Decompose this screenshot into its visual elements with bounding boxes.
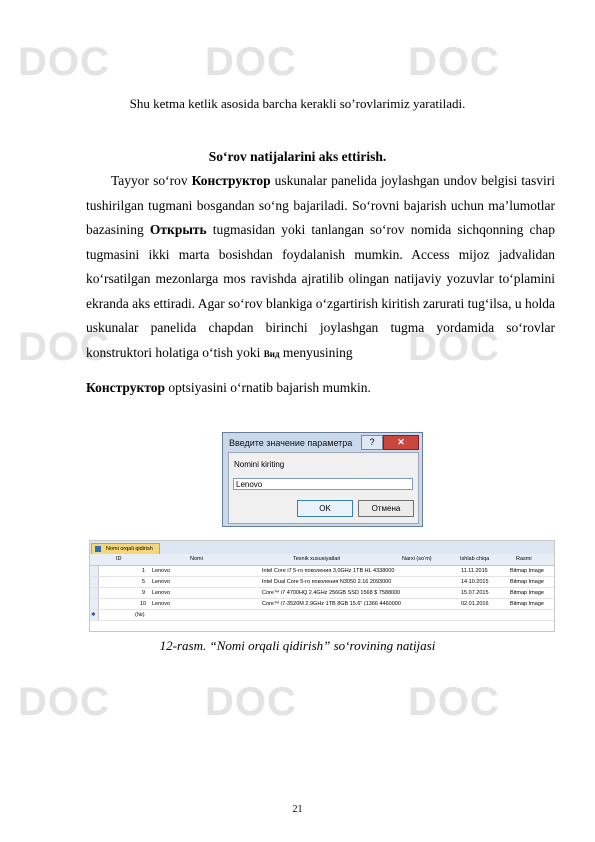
cell-specs: Core™ i7-3520M 2.9GHz 1TB 8GB 15.6" (1366 4460000 <box>262 601 401 607</box>
cell-image: Bitmap Image <box>510 601 544 607</box>
cell-id: 1 <box>142 568 146 574</box>
cell-specs: Intel Dual Core 5-го поколения N3050 2.16 2093000 <box>262 579 392 585</box>
cell-name: Lenovo <box>152 579 171 585</box>
ok-button[interactable]: OK <box>297 500 353 517</box>
tail-line <box>86 380 371 396</box>
tab-bar <box>90 541 554 554</box>
tab-label: Nomi orqali qidirish <box>106 546 153 552</box>
row-selector[interactable] <box>90 577 99 587</box>
cell-specs: Core™ i7 4700HQ 2.4GHz 256GB SSD 1568 $ 7588000 <box>262 590 401 596</box>
column-header[interactable]: Nomi <box>190 556 203 562</box>
parameter-input[interactable]: Lenovo <box>233 478 413 490</box>
parameter-dialog <box>222 432 423 527</box>
text-run: uskunalar panelida joylashgan undov belgisi tasviri tushirilgan tugmani bosgandan so‘ng bajariladi. So‘rovni bajarish uchun ma’lumotlar bazasining <box>86 173 555 237</box>
body-paragraph <box>86 169 555 366</box>
section-heading: So‘rov natijalarini aks ettirish. <box>208 149 387 164</box>
cell-id: (№) <box>135 612 145 618</box>
text-run: menyusining <box>279 344 353 360</box>
bold-term: Конструктор <box>86 380 166 395</box>
watermark: DOC <box>205 40 297 84</box>
page-number: 21 <box>292 804 303 815</box>
help-icon[interactable]: ? <box>361 435 383 450</box>
watermark: DOC <box>205 680 297 724</box>
table-row[interactable] <box>90 588 554 599</box>
dialog-body <box>228 452 419 524</box>
figure-caption: 12-rasm. “Nomi orqali qidirish” so‘rovining natijasi <box>159 638 436 653</box>
watermark: DOC <box>408 680 500 724</box>
table-header <box>90 554 554 566</box>
table-row[interactable] <box>90 566 554 577</box>
cell-name: Lenovo <box>152 568 171 574</box>
dialog-prompt: Nomini kiriting <box>234 460 285 469</box>
text-run: tugmasidan yoki tanlangan so‘rov nomida sichqonning chap tugmasini ikki marta bosishdan foydalanish mumkin. Access mijoz jadvalidan ko‘rsatilgan mezonlarga mos ravishda ajratilib olingan natijaviy yozuvlar to‘plamini ekranda aks ettiradi. Agar so‘rov blankiga o‘zgartirish kiritish zarurati tug‘ilsa, u holda uskunalar panelida chapdan birinchi joylashgan tugma yordamida so‘rovlar konstruktori holatiga o‘tish yoki <box>86 222 556 360</box>
dialog-title: Введите значение параметра <box>229 438 353 448</box>
row-selector[interactable] <box>90 588 99 598</box>
column-header[interactable]: Texnik xususiyatlari <box>293 556 341 562</box>
watermark: DOC <box>408 325 500 369</box>
cell-specs: Intel Core i7 5-го поколения 3,0GHz 1TB HL 4338000 <box>262 568 395 574</box>
cell-date: 14.10.2015 <box>461 579 489 585</box>
column-header[interactable]: ID <box>116 556 122 562</box>
cell-date: 11.11.2015 <box>461 568 488 574</box>
intro-line: Shu ketma ketlik asosida barcha kerakli so’rovlarimiz yaratiladi. <box>129 96 466 111</box>
cell-id: 10 <box>140 601 147 607</box>
new-record-icon: ✱ <box>91 612 96 618</box>
row-selector[interactable] <box>90 566 99 576</box>
cell-id: 5 <box>142 579 146 585</box>
query-icon <box>95 546 101 552</box>
query-result-table <box>89 540 555 632</box>
row-selector[interactable] <box>90 599 99 609</box>
text-run: optsiyasini o‘rnatib bajarish mumkin. <box>165 380 371 395</box>
cell-name: Lenovo <box>152 590 171 596</box>
cell-image: Bitmap Image <box>510 590 544 596</box>
new-record-row[interactable] <box>90 610 554 621</box>
bold-term: Конструктор <box>191 173 271 188</box>
watermark: DOC <box>408 40 500 84</box>
watermark: DOC <box>18 680 110 724</box>
column-header[interactable]: Ishlab chiqa <box>460 556 490 562</box>
cell-id: 9 <box>142 590 146 596</box>
bold-term-small: Вид <box>263 348 280 359</box>
watermark: DOC <box>18 40 110 84</box>
row-selector[interactable] <box>90 610 99 620</box>
table-row[interactable] <box>90 599 554 610</box>
cell-name: Lenovo <box>152 601 171 607</box>
cell-image: Bitmap Image <box>510 579 544 585</box>
column-header[interactable]: Rasmi <box>516 556 532 562</box>
cancel-button[interactable]: Отмена <box>358 500 414 517</box>
close-icon[interactable]: ✕ <box>383 435 419 450</box>
cell-date: 15.07.2015 <box>461 590 489 596</box>
column-header[interactable]: Narxi (so‘m) <box>402 556 432 562</box>
table-row[interactable] <box>90 577 554 588</box>
text-run: Tayyor so‘rov <box>111 173 192 188</box>
cell-date: 02.01.2016 <box>461 601 489 607</box>
cell-image: Bitmap Image <box>510 568 544 574</box>
watermark: DOC <box>18 325 110 369</box>
bold-term: Открыть <box>149 222 207 237</box>
